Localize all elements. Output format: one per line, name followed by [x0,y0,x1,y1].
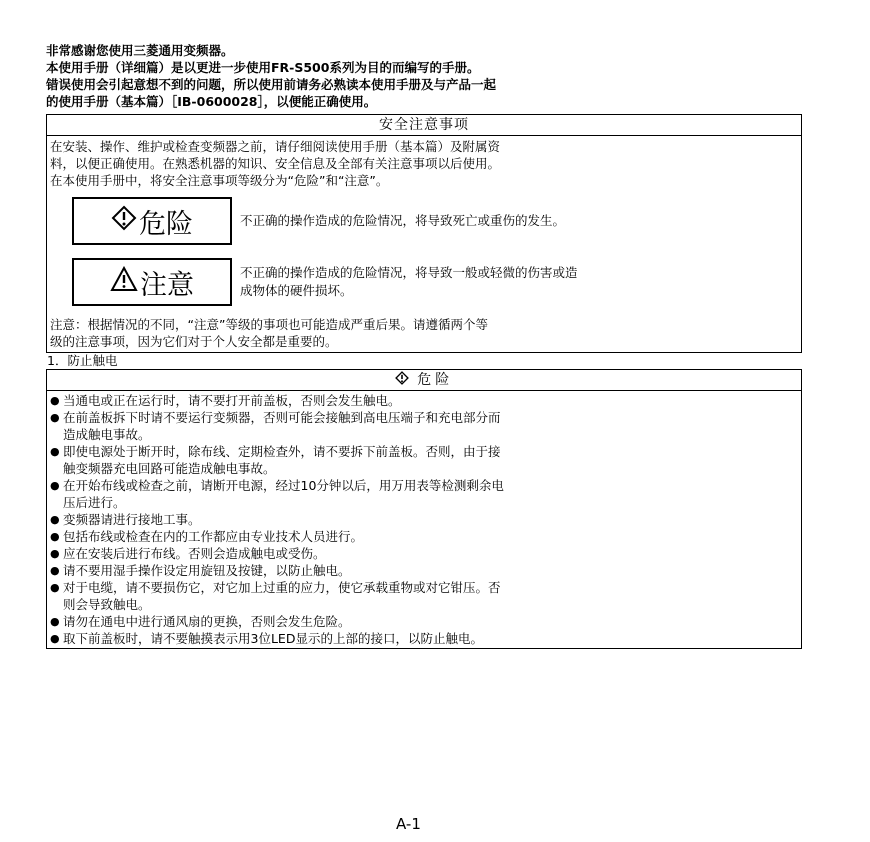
caution-description-line: 不正确的操作造成的危险情况，将导致一般或轻微的伤害或造 [240,265,578,280]
danger-item-list [47,391,801,648]
danger-list-item [50,562,798,579]
caution-badge [72,258,232,306]
danger-list-item [50,443,798,477]
danger-item-text [63,545,798,562]
danger-item-text [63,409,798,443]
danger-item-line: 当通电或正在运行时，请不要打开前盖板，否则会发生触电。 [63,393,401,408]
danger-list-item [50,579,798,613]
bullet-icon: ● [50,445,60,458]
safety-precautions-box [46,114,802,353]
bullet-icon: ● [50,581,60,594]
danger-box-title [47,370,801,391]
danger-item-line: 包括布线或检查在内的工作都应由专业技术人员进行。 [63,529,364,544]
bullet-icon: ● [50,564,60,577]
bullet-icon: ● [50,513,60,526]
caution-warning-icon [110,266,138,298]
danger-list-item [50,409,798,443]
danger-list-item [50,528,798,545]
bullet-icon: ● [50,394,60,407]
danger-item-text [63,528,798,545]
bullet-icon: ● [50,411,60,424]
danger-item-line: 在前盖板拆下时请不要运行变频器，否则可能会接触到高电压端子和充电部分而 [63,410,501,425]
danger-item-line: 应在安装后进行布线。否则会造成触电或受伤。 [63,546,326,561]
caution-label: 注意 [140,269,194,301]
safety-intro-line: 在本使用手册中，将安全注意事项等级分为“危险”和“注意”。 [50,173,389,188]
danger-title-icon [395,372,417,388]
danger-box [46,369,802,649]
page-number: A-1 [396,815,421,833]
danger-list-item [50,630,798,647]
note-line: 级的注意事项，因为它们对于个人安全都是重要的。 [50,334,338,349]
danger-item-text [63,511,798,528]
caution-level-row [72,256,798,308]
danger-item-line: 即使电源处于断开时，除布线、定期检查外，请不要拆下前盖板。否则，由于接 [63,444,501,459]
intro-line: 的使用手册（基本篇）［IB-0600028］，以便能正确使用。 [46,94,377,109]
bullet-icon: ● [50,530,60,543]
danger-badge [72,197,232,245]
intro-paragraph [46,42,802,110]
manual-page [46,42,802,649]
danger-list-item [50,477,798,511]
danger-item-text [63,477,798,511]
danger-item-line: 压后进行。 [63,495,126,510]
danger-item-line: 取下前盖板时，请不要触摸表示用3位LED显示的上部的接口，以防止触电。 [63,631,483,646]
danger-item-line: 请勿在通电中进行通风扇的更换，否则会发生危险。 [63,614,351,629]
danger-item-text [63,443,798,477]
intro-line: 错误使用会引起意想不到的问题，所以使用前请务必熟读本使用手册及与产品一起 [46,77,497,92]
bullet-icon: ● [50,632,60,645]
caution-description-line: 成物体的硬件损坏。 [240,283,353,298]
danger-item-text [63,392,798,409]
intro-line: 非常感谢您使用三菱通用变频器。 [46,43,234,58]
danger-label: 危险 [139,208,193,240]
danger-item-text [63,613,798,630]
danger-description-text: 不正确的操作造成的危险情况，将导致死亡或重伤的发生。 [240,213,566,228]
danger-item-text [63,562,798,579]
danger-item-line: 触变频器充电回路可能造成触电事故。 [63,461,276,476]
safety-intro-line: 在安装、操作、维护或检查变频器之前，请仔细阅读使用手册（基本篇）及附属资 [50,139,501,154]
danger-item-text [63,579,798,613]
danger-list-item [50,613,798,630]
danger-item-line: 请不要用湿手操作设定用旋钮及按键，以防止触电。 [63,563,351,578]
safety-title: 安全注意事项 [47,115,801,136]
intro-line: 本使用手册（详细篇）是以更进一步使用FR-S500系列为目的而编写的手册。 [46,60,480,75]
bullet-icon: ● [50,479,60,492]
danger-item-line: 造成触电事故。 [63,427,151,442]
danger-list-item [50,511,798,528]
danger-box-title-text: 危险 [417,372,454,388]
danger-warning-icon [111,205,137,237]
caution-description [240,264,578,300]
bullet-icon: ● [50,547,60,560]
danger-item-line: 对于电缆，请不要损伤它，对它加上过重的应力，使它承载重物或对它钳压。否 [63,580,501,595]
danger-item-line: 变频器请进行接地工事。 [63,512,201,527]
note-line: 注意：根据情况的不同，“注意”等级的事项也可能造成严重后果。请遵循两个等 [50,317,488,332]
danger-list-item [50,545,798,562]
bullet-icon: ● [50,615,60,628]
section-heading: 1．防止触电 [47,353,118,368]
danger-item-line: 则会导致触电。 [63,597,151,612]
danger-list-item [50,392,798,409]
danger-description [240,212,565,230]
danger-item-line: 在开始布线或检查之前，请断开电源，经过10分钟以后，用万用表等检测剩余电 [63,478,504,493]
safety-intro-line: 料，以便正确使用。在熟悉机器的知识、安全信息及全部有关注意事项以后使用。 [50,156,501,171]
danger-item-text [63,630,798,647]
danger-level-row [72,195,798,247]
